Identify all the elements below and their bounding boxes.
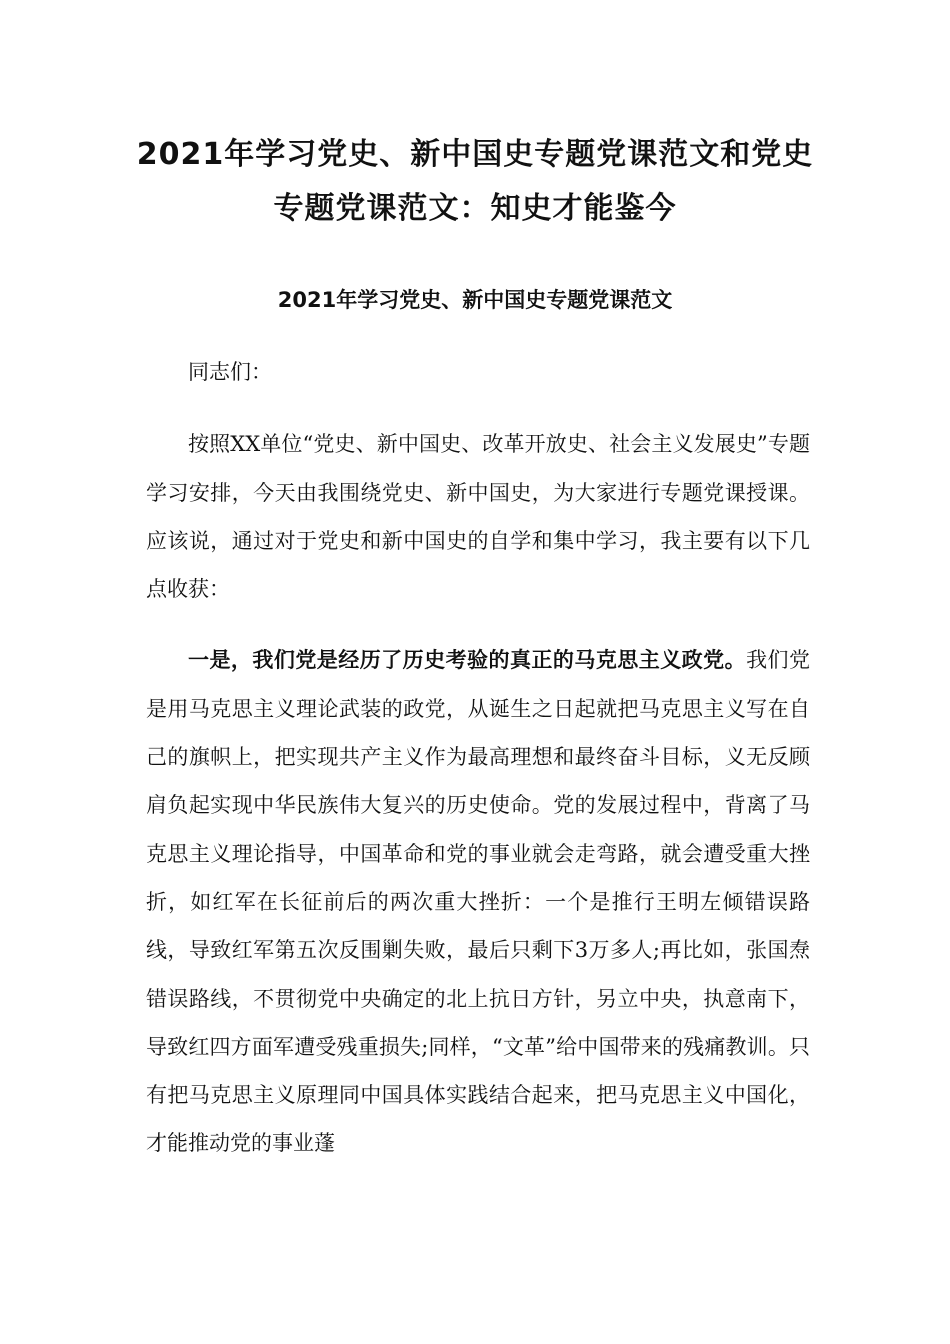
greeting: 同志们： <box>188 360 272 384</box>
document-title: 2021年学习党史、新中国史专题党课范文和党史专题党课范文：知史才能鉴今 <box>136 137 814 226</box>
document-body <box>146 348 810 1191</box>
paragraph-point-one-lead: 一是，我们党是经历了历史考验的真正的马克思主义政党。 <box>188 647 747 673</box>
paragraph-intro: 按照XX单位“党史、新中国史、改革开放史、社会主义发展史”专题学习安排，今天由我围绕党史、新中国史，为大家进行专题党课授课。应该说，通过对于党史和新中国史的自学和集中学习，我主要有以下几点收获： <box>146 432 810 602</box>
paragraph-point-one <box>146 636 810 1167</box>
section-title: 2021年学习党史、新中国史专题党课范文 <box>277 288 673 312</box>
paragraph-point-one-body: 我们党是用马克思主义理论武装的政党，从诞生之日起就把马克思主义写在自己的旗帜上，把实现共产主义作为最高理想和最终奋斗目标，义无反顾肩负起实现中华民族伟大复兴的历史使命。党的发展过程中，背离了马克思主义理论指导，中国革命和党的事业就会走弯路，就会遭受重大挫折，如红军在长征前后的两次重大挫折：一个是推行王明左倾错误路线，导致红军第五次反围剿失败，最后只剩下3万多人;再比如，张国焘错误路线，不贯彻党中央确定的北上抗日方针，另立中央，执意南下，导致红四方面军遭受残重损失;同样，“文革”给中国带来的残痛教训。只有把马克思主义原理同中国具体实践结合起来，把马克思主义中国化，才能推动党的事业蓬 <box>146 648 811 1156</box>
